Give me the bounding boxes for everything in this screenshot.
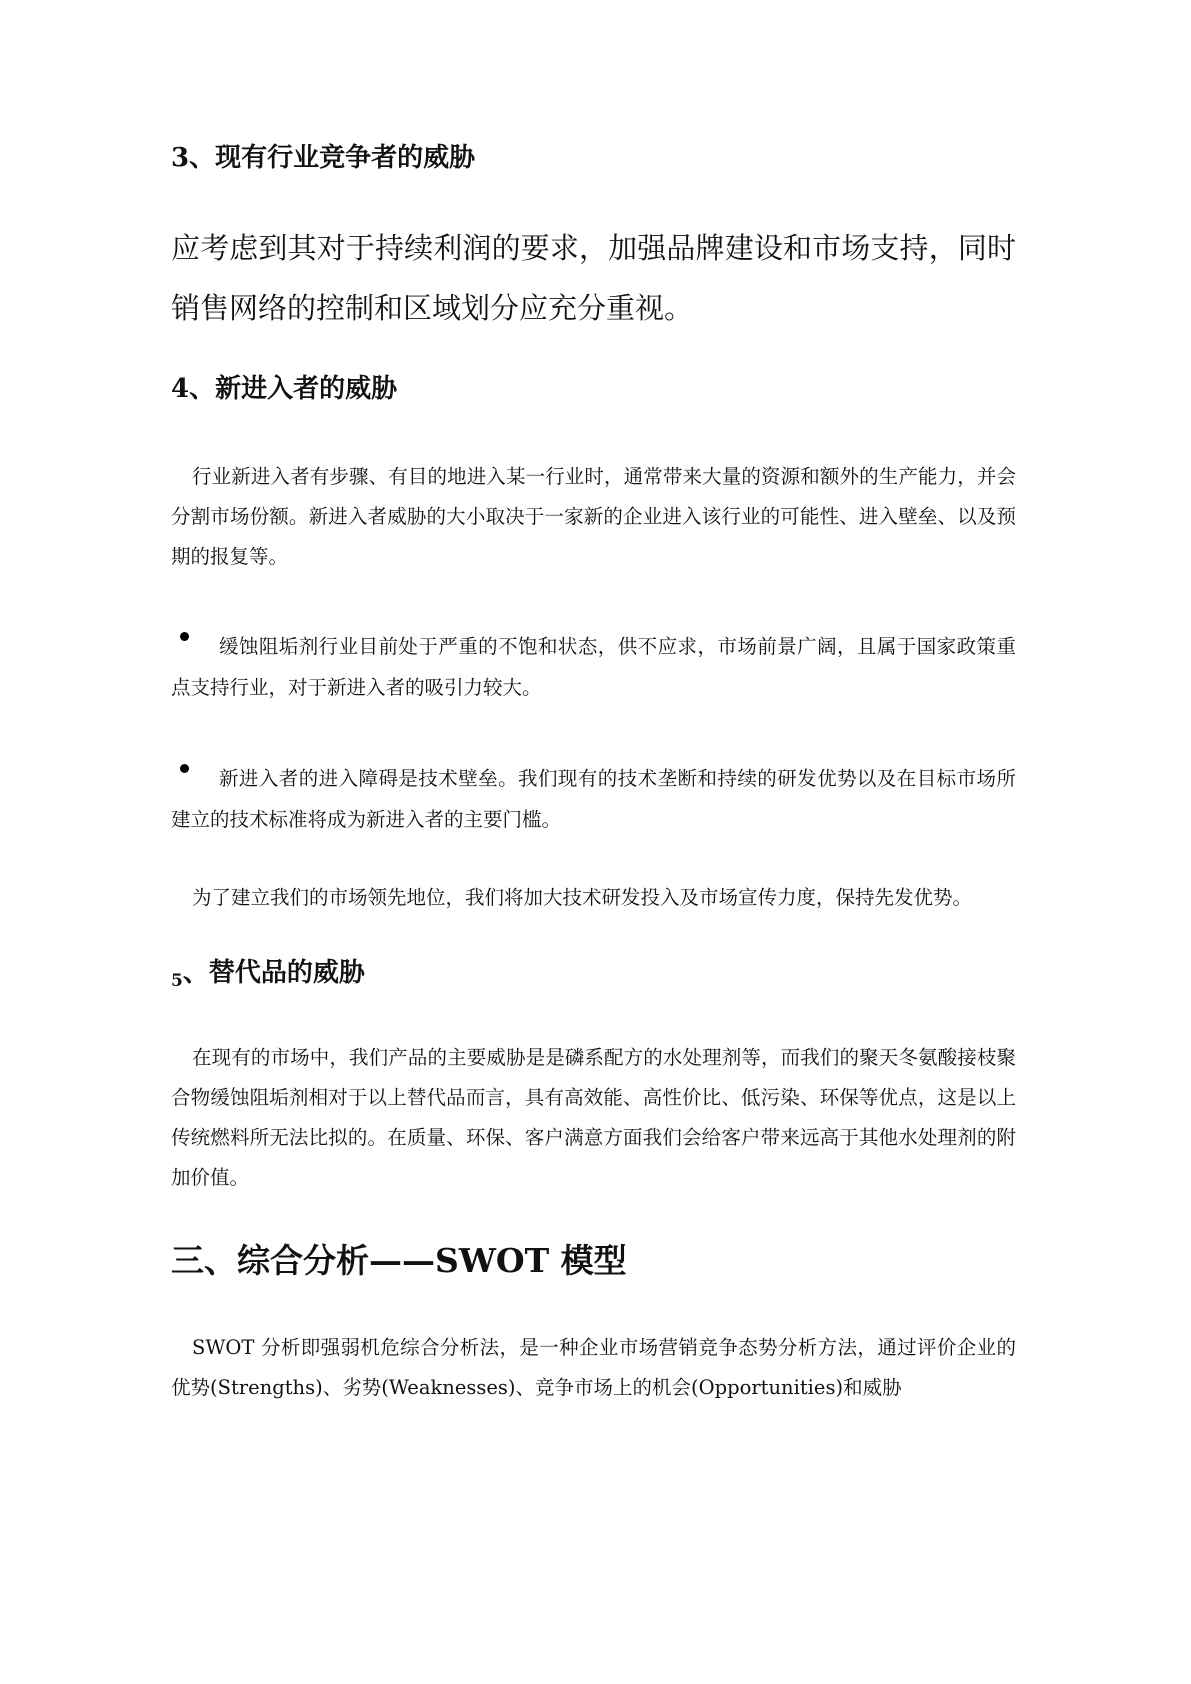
bullet-item-2: 新进入者的进入障碍是技术壁垒。我们现有的技术垄断和持续的研发优势以及在目标市场所建立的技术标准将成为新进入者的主要门槛。 [171,767,1016,831]
heading-new-entrants: 4、新进入者的威胁 [171,374,398,404]
paragraph-substitutes: 在现有的市场中，我们产品的主要威胁是是磷系配方的水处理剂等，而我们的聚天冬氨酸接枝聚合物缓蚀阻垢剂相对于以上替代品而言，具有高效能、高性价比、低污染、环保等优点，这是以上传统燃料所无法比拟的。在质量、环保、客户满意方面我们会给客户带来远高于其他水处理剂的附加价值。 [171,1046,1016,1189]
heading-substitutes-text: 、替代品的威胁 [182,958,365,988]
paragraph-existing-competitors: 应考虑到其对于持续利润的要求，加强品牌建设和市场支持，同时销售网络的控制和区域划分应充分重视。 [171,231,1016,325]
heading-swot-model: 三、综合分析——SWOT 模型 [171,1241,627,1280]
paragraph-swot: SWOT 分析即强弱机危综合分析法，是一种企业市场营销竞争态势分析方法，通过评价企业的优势(Strengths)、劣势(Weaknesses)、竞争市场上的机会(Opportunities)和威胁 [171,1336,1016,1399]
paragraph-market-leadership: 为了建立我们的市场领先地位，我们将加大技术研发投入及市场宣传力度，保持先发优势。 [192,886,973,909]
heading-substitutes [171,955,1016,999]
heading-substitutes-number: 5 [171,971,183,991]
paragraph-new-entrants: 行业新进入者有步骤、有目的地进入某一行业时，通常带来大量的资源和额外的生产能力，并会分割市场份额。新进入者威胁的大小取决于一家新的企业进入该行业的可能性、进入壁垒、以及预期的报复等。 [171,465,1016,568]
heading-existing-competitors: 3、现有行业竞争者的威胁 [171,143,476,173]
bullet-item-1: 缓蚀阻垢剂行业目前处于严重的不饱和状态，供不应求，市场前景广阔，且属于国家政策重点支持行业，对于新进入者的吸引力较大。 [171,635,1016,699]
